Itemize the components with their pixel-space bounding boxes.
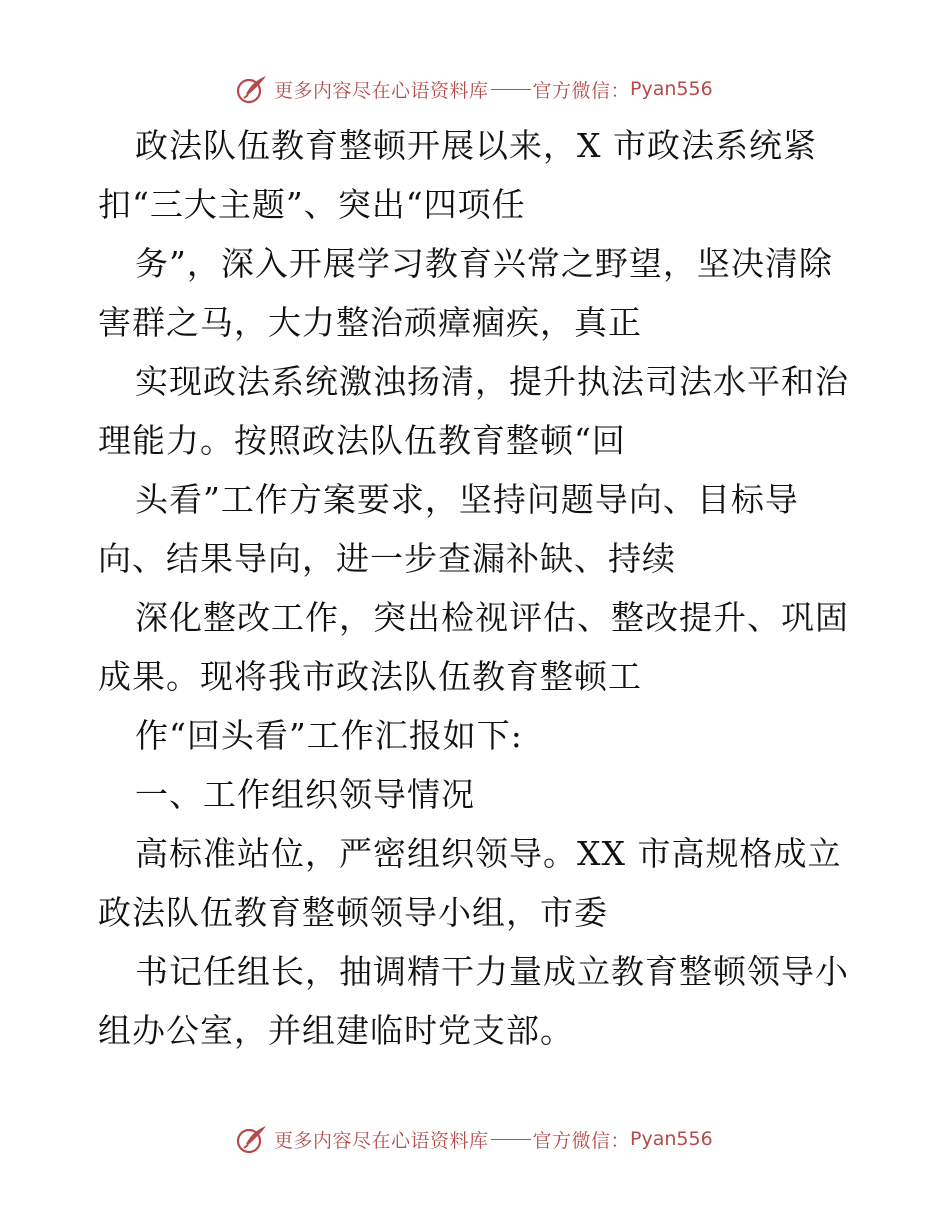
watermark-divider bbox=[491, 1139, 531, 1140]
paragraph-line: 理能力。按照政法队伍教育整顿“回 bbox=[98, 421, 626, 460]
paragraph-line: 务”，深入开展学习教育兴常之野望，坚决清除 bbox=[135, 244, 833, 283]
paragraph-line: 作“回头看”工作汇报如下: bbox=[135, 716, 523, 755]
watermark-account: Pyan556 bbox=[630, 78, 713, 100]
paragraph-line: 扣“三大主题”、突出“四项任 bbox=[98, 185, 526, 224]
watermark-account: Pyan556 bbox=[630, 1128, 713, 1150]
document-body bbox=[98, 116, 898, 1060]
paragraph-line: 政法队伍教育整顿开展以来，X 市政法系统紧 bbox=[135, 126, 817, 165]
paragraph-line: 高标准站位，严密组织领导。XX 市高规格成立 bbox=[135, 834, 842, 873]
paragraph-line: 实现政法系统激浊扬清，提升执法司法水平和治 bbox=[135, 362, 849, 401]
paragraph-line: 政法队伍教育整顿领导小组，市委 bbox=[98, 893, 608, 932]
paragraph-line: 书记任组长，抽调精干力量成立教育整顿领导小 bbox=[135, 952, 849, 991]
watermark-text: 更多内容尽在心语资料库 bbox=[274, 1129, 489, 1152]
paragraph-line: 组办公室，并组建临时党支部。 bbox=[98, 1011, 574, 1050]
watermark-label: 官方微信： bbox=[532, 79, 631, 102]
paragraph-line: 深化整改工作，突出检视评估、整改提升、巩固 bbox=[135, 598, 849, 637]
watermark-text: 更多内容尽在心语资料库 bbox=[274, 79, 489, 102]
paragraph-line: 头看”工作方案要求，坚持问题导向、目标导 bbox=[135, 480, 799, 519]
quill-pen-logo-icon bbox=[236, 1124, 268, 1154]
watermark-divider bbox=[491, 89, 531, 90]
header-watermark bbox=[236, 74, 713, 104]
paragraph-line: 成果。现将我市政法队伍教育整顿工 bbox=[98, 657, 642, 696]
watermark-label: 官方微信： bbox=[532, 1129, 631, 1152]
quill-pen-logo-icon bbox=[236, 74, 268, 104]
section-heading: 一、工作组织领导情况 bbox=[135, 775, 475, 814]
paragraph-line: 害群之马，大力整治顽瘴痼疾，真正 bbox=[98, 303, 642, 342]
paragraph-line: 向、结果导向，进一步查漏补缺、持续 bbox=[98, 539, 676, 578]
footer-watermark bbox=[236, 1124, 713, 1154]
